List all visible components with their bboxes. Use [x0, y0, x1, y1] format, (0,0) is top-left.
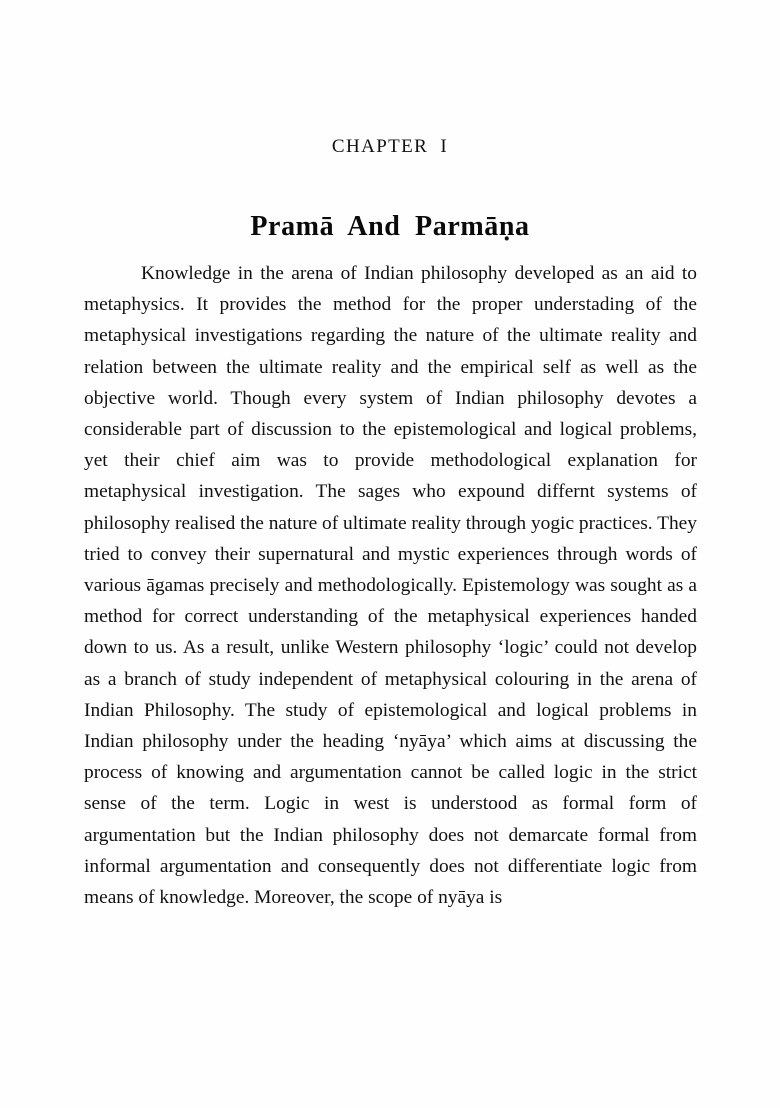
body-paragraph: Knowledge in the arena of Indian philosophy developed as an aid to metaphysics. It provides the method for the proper understading of the metaphysical investigations regarding the nature of the ultimate reality and relation between the ultimate reality and the empirical self as well as the objective world. Though every system of Indian philosophy devotes a considerable part of discussion to the epistemological and logical problems, yet their chief aim was to provide methodological explanation for metaphysical investigation. The sages who expound differnt systems of philosophy realised the nature of ultimate reality through yogic practices. They tried to convey their supernatural and mystic experiences through words of various āgamas precisely and methodologically. Epistemology was sought as a method for correct understanding of the metaphysical experiences handed down to us. As a result, unlike Western philosophy ‘logic’ could not develop as a branch of study independent of metaphysical colouring in the arena of Indian Philosophy. The study of epistemological and logical problems in Indian philosophy under the heading ‘nyāya’ which aims at discussing the process of knowing and argumentation cannot be called logic in the strict sense of the term. Logic in west is understood as formal form of argumentation but the Indian philosophy does not demarcate formal from informal argumentation and consequently does not differentiate logic from means of knowledge. Moreover, the scope of nyāya is — [84, 263, 697, 909]
chapter-label: CHAPTER I — [331, 136, 449, 157]
body-text-column — [84, 258, 697, 913]
chapter-title: Pramā And Parmāṇa — [250, 210, 530, 242]
